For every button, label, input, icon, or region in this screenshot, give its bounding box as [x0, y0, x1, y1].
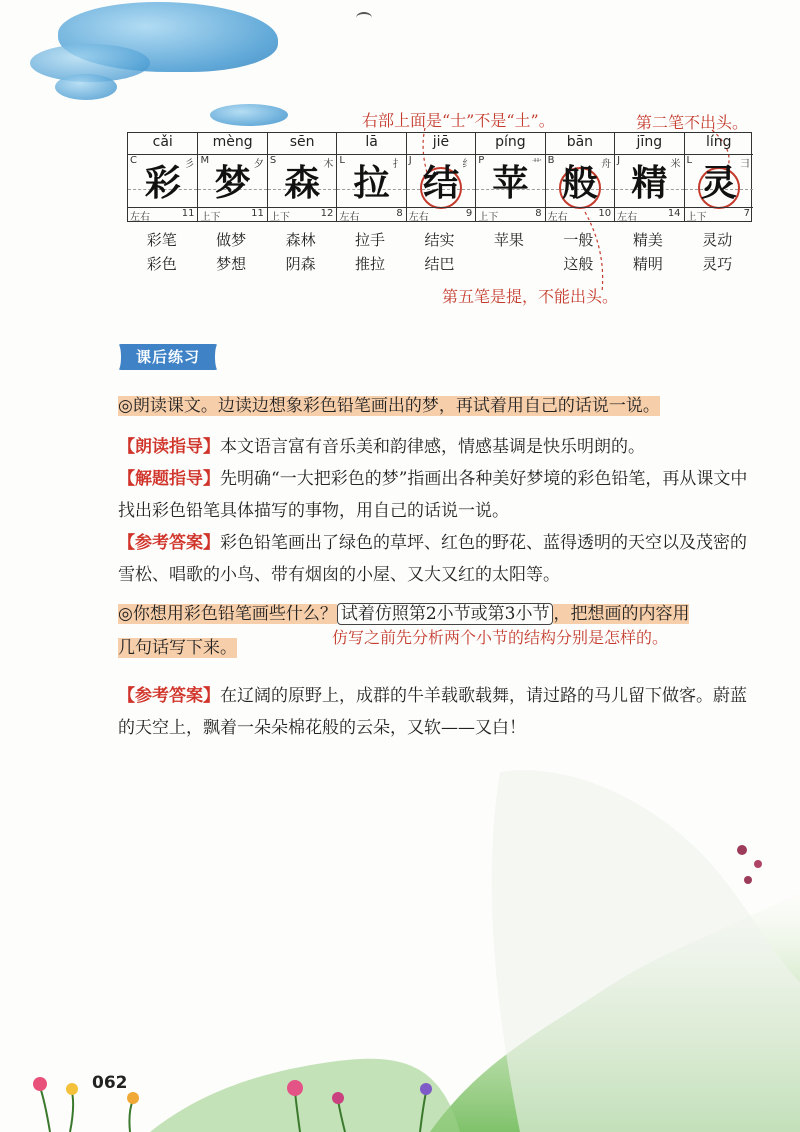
word-column: [335, 228, 404, 276]
index-letter: B: [547, 155, 555, 166]
word: 梦想: [216, 255, 247, 273]
annotation-top-right: 第二笔不出头。: [636, 113, 749, 132]
annotation-bottom: 第五笔是提，不能出头。: [442, 287, 619, 306]
stroke-count: 9: [465, 208, 473, 219]
structure: 上下: [200, 212, 221, 223]
character: 彩: [144, 162, 181, 204]
structure: 左右: [339, 212, 360, 223]
word: 灵巧: [702, 255, 733, 273]
pinyin: mèng: [212, 134, 253, 150]
word: 结巴: [424, 255, 455, 273]
structure: 左右: [547, 212, 568, 223]
word: 结实: [424, 231, 455, 249]
radical: 米: [670, 159, 681, 170]
word: 推拉: [355, 255, 386, 273]
pinyin: sēn: [289, 134, 315, 150]
word-column: [544, 228, 613, 276]
radical: 彐: [739, 159, 750, 170]
character: 森: [284, 162, 321, 204]
answer-1-label: 【参考答案】: [118, 533, 220, 553]
question-2-note: 仿写之前先分析两个小节的结构分别是怎样的。: [332, 628, 669, 647]
word-column: [127, 228, 196, 276]
word: 这般: [563, 255, 594, 273]
character: 梦: [214, 162, 251, 204]
radical: 木: [323, 159, 334, 170]
word-column: [683, 228, 752, 276]
character-cell: [336, 133, 405, 221]
question-1: [118, 390, 758, 422]
annotation-top-left: 右部上面是“士”不是“土”。: [362, 111, 555, 130]
reading-guide-text: 本文语言富有音乐美和韵律感，情感基调是快乐明朗的。: [220, 437, 645, 457]
index-letter: L: [339, 155, 345, 166]
index-letter: M: [200, 155, 210, 166]
character: 结: [422, 162, 459, 204]
character-cell: [614, 133, 683, 221]
word: 精美: [632, 231, 663, 249]
character: 精: [631, 162, 668, 204]
word-column: [266, 228, 335, 276]
character-cell: [684, 133, 753, 221]
structure: 上下: [686, 212, 707, 223]
question-2-suffix-2: 几句话写下来。: [118, 638, 237, 658]
solve-guide: [118, 463, 758, 527]
index-letter: P: [478, 155, 485, 166]
section-title-tag: 课后练习: [118, 344, 218, 370]
character-cell: [197, 133, 266, 221]
solve-guide-label: 【解题指导】: [118, 469, 220, 489]
word: 森林: [285, 231, 316, 249]
pinyin: líng: [705, 134, 732, 150]
answer-2-label: 【参考答案】: [118, 686, 220, 706]
index-letter: L: [686, 155, 693, 166]
stroke-count: 8: [396, 208, 403, 219]
radical: 舟: [601, 159, 612, 170]
question-1-text: ◎朗读课文。边读边想象彩色铅笔画出的梦，再试着用自己的话说一说。: [118, 396, 660, 416]
character-cell: [267, 133, 336, 221]
character-cell: [545, 133, 614, 221]
structure: 左右: [130, 212, 150, 223]
character-cell: [475, 133, 544, 221]
reading-guide: [118, 431, 758, 463]
index-letter: C: [130, 155, 137, 166]
word-column: [196, 228, 265, 276]
page-number: 062: [92, 1073, 128, 1093]
stroke-count: 11: [251, 208, 264, 219]
stroke-count: 14: [667, 208, 681, 219]
word: 彩色: [146, 255, 177, 273]
radical: 纟: [462, 159, 473, 170]
pinyin: jīng: [636, 134, 663, 150]
character-table: [127, 132, 752, 222]
word: 做梦: [216, 231, 247, 249]
pinyin: cǎi: [152, 134, 173, 150]
question-2-suffix: ，把想画的内容用: [553, 604, 690, 624]
stroke-count: 7: [743, 208, 750, 219]
word: 苹果: [493, 231, 524, 249]
question-2-boxed: 试着仿照第2小节或第3小节: [337, 603, 554, 625]
answer-1: [118, 527, 758, 591]
answer-2-text: 在辽阔的原野上，成群的牛羊载歌载舞，请过路的马儿留下做客。蔚蓝的天空上，飘着一朵朵棉花般的云朵，又软——又白！: [118, 686, 747, 738]
pinyin: jiē: [432, 134, 450, 150]
word: 一般: [563, 231, 594, 249]
word-column: [405, 228, 474, 276]
word: 精明: [632, 255, 663, 273]
character: 苹: [492, 162, 529, 204]
character: 灵: [700, 162, 737, 204]
word: 灵动: [702, 231, 733, 249]
word: 彩笔: [146, 231, 177, 249]
stroke-count: 10: [598, 208, 612, 219]
character: 般: [561, 162, 598, 204]
index-letter: S: [269, 155, 277, 166]
structure: 上下: [269, 212, 290, 223]
word-column: [474, 228, 543, 252]
index-letter: J: [408, 155, 412, 166]
radical: 夕: [253, 159, 264, 170]
radical: 艹: [531, 159, 542, 170]
solve-guide-text: 先明确“一大把彩色的梦”指画出各种美好梦境的彩色铅笔，再从课文中找出彩色铅笔具体描写的事物，用自己的话说一说。: [118, 469, 748, 521]
structure: 左右: [617, 212, 638, 223]
radical: 扌: [392, 159, 403, 170]
stroke-count: 8: [535, 208, 542, 219]
reading-guide-label: 【朗读指导】: [118, 437, 220, 457]
structure: 左右: [408, 212, 429, 223]
pinyin: píng: [495, 134, 526, 150]
radical: 彡: [184, 159, 195, 170]
pinyin: bān: [566, 134, 594, 150]
index-letter: J: [617, 155, 621, 166]
stroke-count: 12: [320, 208, 334, 219]
character-cell: [406, 133, 475, 221]
stroke-count: 11: [181, 208, 195, 219]
word-column: [613, 228, 682, 276]
grass-decoration: [0, 732, 800, 1132]
structure: 上下: [478, 212, 499, 223]
word: 拉手: [355, 231, 386, 249]
question-2-prefix: ◎你想用彩色铅笔画些什么？: [118, 604, 337, 624]
pinyin: lā: [365, 134, 378, 150]
character: 拉: [353, 162, 390, 204]
word: 阴森: [285, 255, 316, 273]
answer-1-text: 彩色铅笔画出了绿色的草坪、红色的野花、蓝得透明的天空以及茂密的雪松、唱歌的小鸟、带有烟囱的小屋、又大又红的太阳等。: [118, 533, 747, 585]
character-cell: [128, 133, 197, 221]
